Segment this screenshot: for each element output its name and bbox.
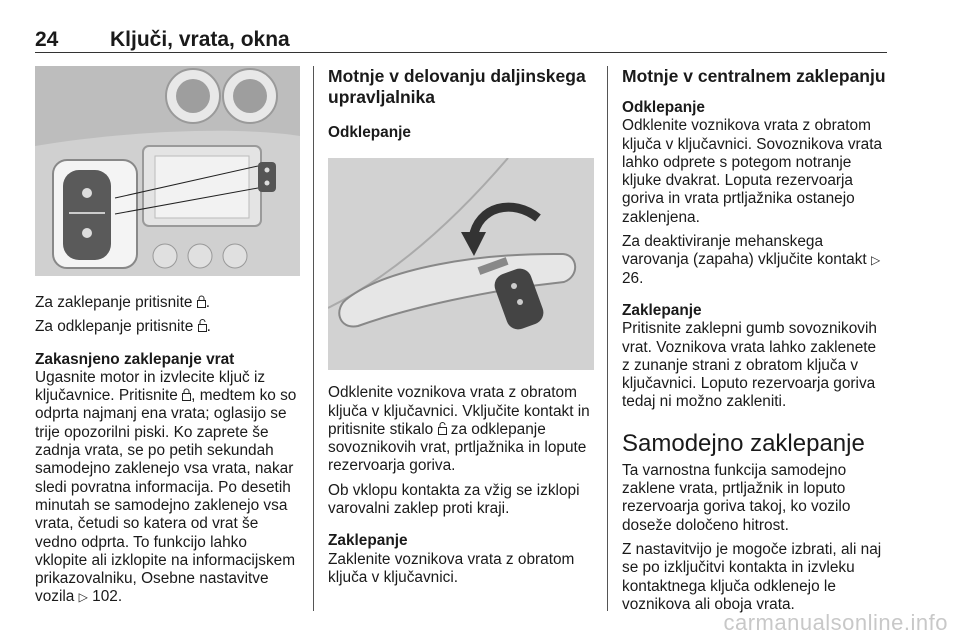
page-header (35, 16, 887, 53)
remote-malfunction-heading: Motnje v delovanju daljinskega upravljalnika (328, 66, 586, 107)
deactivation-text: Za deaktiviranje mehanskega varovanja (zapaha) vključite kontakt ▷ 26. (622, 233, 881, 287)
column-divider (607, 66, 608, 611)
dashboard-lock-buttons-illustration (35, 66, 300, 276)
lock-instruction: Za zaklepanje pritisnite . (35, 294, 210, 311)
unlocking-text: Odklenite voznikova vrata z obratom ključa v ključavnici. Sovoznikova vrata lahko odprete s potegom notranje kljuke dvakrat. Loputa rezervoarja goriva in vrata prtljažnika ostanejo zaklenjena. (622, 117, 883, 226)
unlock-icon (198, 319, 207, 332)
unlocking-text: Odklenite voznikova vrata z obratom ključa v ključavnici. Vključite kontakt in pritisnite stikalo za odklepanje sovoznikovih vrat, prtljažnika in lopute rezervoarja goriva. (328, 384, 590, 475)
unlocking-heading: Odklepanje (622, 99, 705, 116)
column-divider (313, 66, 314, 611)
locking-text: Zaklenite voznikova vrata z obratom ključa v ključavnici. (328, 550, 575, 586)
unlocking-heading: Odklepanje (328, 124, 411, 141)
unlock-icon (438, 422, 447, 435)
door-handle-key-illustration (328, 158, 594, 370)
watermark: carmanualsonline.info (723, 610, 948, 635)
locking-heading: Zaklepanje (328, 532, 408, 550)
unlock-instruction: Za odklepanje pritisnite . (35, 318, 211, 336)
page-reference-arrow-icon: ▷ (78, 590, 88, 605)
delayed-locking-heading: Zakasnjeno zaklepanje vrat (35, 350, 235, 368)
delayed-locking-text: Ugasnite motor in izvlecite ključ iz ključavnice. Pritisnite , medtem ko so odprta najmanj ena vrata; oglasijo se trije opozorilni piski. Ko zaprete še zadnja vrata, se po petih sekundah samodejno zaklenejo vsa vrata, nakar sledi povratna informacija. Po desetih minutah se samodejno zaklenejo vsa vrata, četudi so katera od vrat še vedno odprta. To funkcijo lahko vklopite ali izklopite na informacijskem prikazovalniku, Osebne nastavitve vozila ▷ 102. (35, 368, 297, 606)
lock-icon (197, 295, 206, 308)
central-locking-malfunction-heading: Motnje v centralnem zaklepanju (622, 66, 886, 86)
chapter-title: Ključi, vrata, okna (110, 28, 290, 51)
page-number: 24 (35, 28, 59, 51)
automatic-locking-heading: Samodejno zaklepanje (622, 429, 865, 457)
ignition-text: Ob vklopu kontakta za vžig se izklopi varovalni zaklep proti kraji. (328, 481, 580, 518)
locking-heading: Zaklepanje (622, 301, 702, 319)
automatic-locking-text-1: Ta varnostna funkcija samodejno zaklene vrata, prtljažnik in loputo rezervoarja goriva takoj, ko vozilo doseže določeno hitrost. (622, 461, 851, 534)
column-1 (35, 66, 300, 607)
page-reference-arrow-icon: ▷ (870, 253, 881, 268)
locking-text: Pritisnite zaklepni gumb sovoznikovih vrat. Voznikova vrata lahko zaklenete z zunanje strani z obratom ključa v ključavnici. Loputo rezervoarja goriva tedaj ni možno zakleniti. (622, 320, 877, 411)
column-3 (622, 66, 888, 614)
column-2 (328, 66, 594, 587)
lock-icon (182, 388, 191, 401)
automatic-locking-text-2: Z nastavitvijo je mogoče izbrati, ali naj se po izključitvi kontakta in izvleku kontaktnega ključa odklenejo le voznikova ali oboja vrata. (622, 540, 882, 613)
